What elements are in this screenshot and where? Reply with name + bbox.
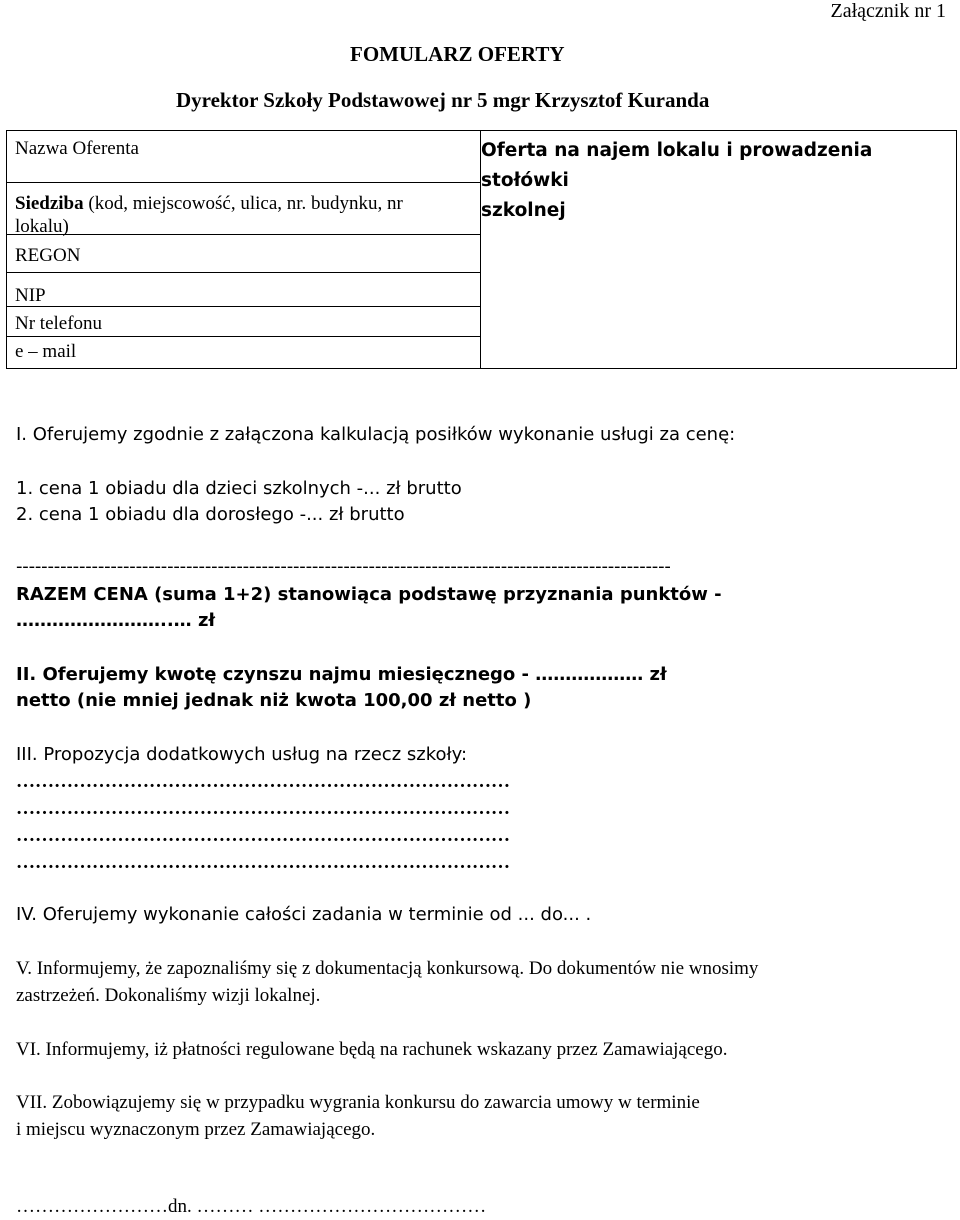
annex-label: Załącznik nr 1 bbox=[830, 0, 946, 22]
offer-subject-line1: Oferta na najem lokalu i prowadzenia stołówki bbox=[481, 140, 873, 191]
place-date-signature: ……………………dn. ……… ……………………………… bbox=[16, 1196, 487, 1217]
rent-offer-note: netto (nie mniej jednak niż kwota 100,00 zł netto ) bbox=[16, 690, 532, 711]
price-adult-meal: 2. cena 1 obiadu dla dorosłego -... zł brutto bbox=[16, 504, 405, 525]
offer-subject bbox=[481, 136, 951, 226]
section-I-heading: I. Oferujemy zgodnie z załączona kalkulacją posiłków wykonanie usługi za cenę: bbox=[16, 424, 736, 445]
regon-label: REGON bbox=[15, 245, 81, 266]
completion-term: IV. Oferujemy wykonanie całości zadania w terminie od ... do... . bbox=[16, 904, 592, 925]
offerer-seat-label-line2: lokalu) bbox=[15, 216, 69, 237]
separator-line: -------------------------------------------------------------------------------------------------------- bbox=[16, 556, 671, 577]
rent-offer: II. Oferujemy kwotę czynszu najmu miesięcznego - ……………… zł bbox=[16, 664, 667, 685]
nip-label: NIP bbox=[15, 285, 46, 306]
cell-email bbox=[7, 337, 481, 369]
offerer-seat-label bbox=[15, 192, 403, 215]
email-label: e – mail bbox=[15, 341, 77, 362]
contract-commitment-line2: i miejscu wyznaczonym przez Zamawiającego. bbox=[16, 1119, 376, 1140]
documentation-statement: V. Informujemy, że zapoznaliśmy się z dokumentacją konkursową. Do dokumentów nie wnosimy bbox=[16, 958, 759, 979]
section-III-heading: III. Propozycja dodatkowych usług na rzecz szkoły: bbox=[16, 744, 468, 765]
form-title: FOMULARZ OFERTY bbox=[350, 42, 565, 66]
documentation-statement-line2: zastrzeżeń. Dokonaliśmy wizji lokalnej. bbox=[16, 985, 321, 1006]
seat-rest-label: (kod, miejscowość, ulica, nr. budynku, nr bbox=[83, 193, 403, 214]
price-child-meal: 1. cena 1 obiadu dla dzieci szkolnych -... zł brutto bbox=[16, 478, 462, 499]
additional-services-line: …………………………………………………………………… bbox=[16, 798, 510, 819]
offer-subject-line2: szkolnej bbox=[481, 200, 566, 221]
seat-bold-label: Siedziba bbox=[15, 193, 84, 214]
total-price-value: ……………………..… zł bbox=[16, 610, 216, 631]
total-price-label: RAZEM CENA (suma 1+2) stanowiąca podstawę przyznania punktów - bbox=[16, 584, 722, 605]
payment-statement: VI. Informujemy, iż płatności regulowane będą na rachunek wskazany przez Zamawiającego. bbox=[16, 1039, 728, 1060]
phone-label: Nr telefonu bbox=[15, 313, 103, 334]
cell-nip bbox=[7, 273, 481, 307]
additional-services-line: …………………………………………………………………… bbox=[16, 852, 510, 873]
addressee: Dyrektor Szkoły Podstawowej nr 5 mgr Krzysztof Kuranda bbox=[176, 88, 710, 112]
additional-services-line: …………………………………………………………………… bbox=[16, 825, 510, 846]
additional-services-line: …………………………………………………………………… bbox=[16, 771, 510, 792]
contract-commitment: VII. Zobowiązujemy się w przypadku wygrania konkursu do zawarcia umowy w terminie bbox=[16, 1092, 700, 1113]
offerer-name-label: Nazwa Oferenta bbox=[15, 138, 139, 159]
